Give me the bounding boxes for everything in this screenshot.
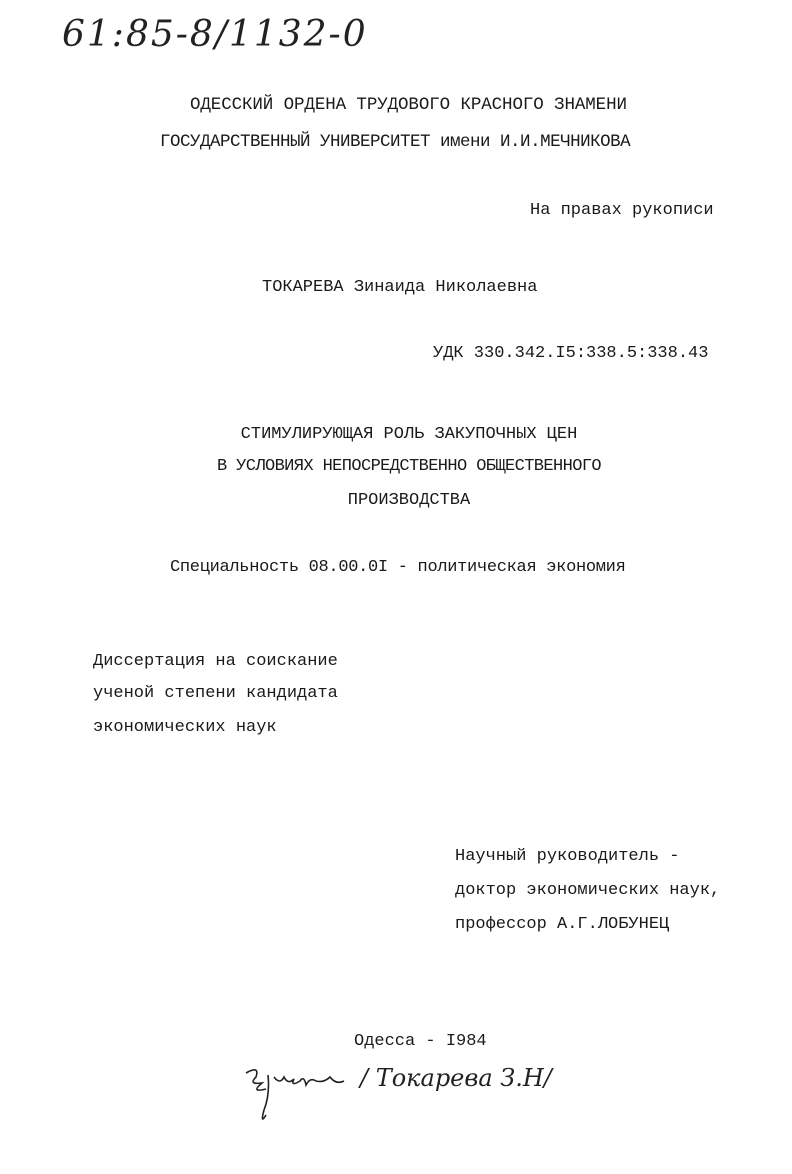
supervisor-line-1: Научный руководитель - — [455, 847, 680, 866]
supervisor-line-2: доктор экономических наук, — [455, 881, 721, 900]
title-line-3: ПРОИЗВОДСТВА — [347, 491, 471, 510]
title-line-2: В УСЛОВИЯХ НЕПОСРЕДСТВЕННО ОБЩЕСТВЕННОГО — [216, 457, 602, 476]
institution-line-1: ОДЕССКИЙ ОРДЕНА ТРУДОВОГО КРАСНОГО ЗНАМЕНИ — [190, 95, 627, 115]
author-name: ТОКАРЕВА Зинаида Николаевна — [262, 278, 538, 297]
supervisor-line-3: профессор А.Г.ЛОБУНЕЦ — [455, 915, 670, 934]
place-year: Одесса - I984 — [354, 1032, 487, 1051]
dissertation-line-2: ученой степени кандидата — [93, 684, 338, 703]
speciality: Специальность 08.00.0I - политическая экономия — [170, 558, 626, 577]
dissertation-line-1: Диссертация на соискание — [93, 652, 338, 671]
manuscript-note: На правах рукописи — [530, 201, 714, 220]
dissertation-line-3: экономических наук — [93, 718, 277, 737]
institution-line-2: ГОСУДАРСТВЕННЫЙ УНИВЕРСИТЕТ имени И.И.МЕЧНИКОВА — [160, 132, 631, 152]
udk-code: УДК 330.342.I5:338.5:338.43 — [433, 344, 709, 363]
title-line-1: СТИМУЛИРУЮЩАЯ РОЛЬ ЗАКУПОЧНЫХ ЦЕН — [240, 425, 578, 444]
signature-scribble — [240, 1055, 350, 1130]
archive-code-handwritten: 61:85-8/1132-0 — [62, 14, 368, 55]
signature-text: / Токарева З.Н/ — [360, 1064, 552, 1092]
